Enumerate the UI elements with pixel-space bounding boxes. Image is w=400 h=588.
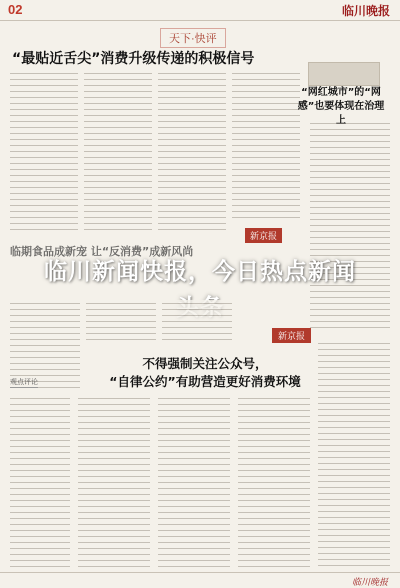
footer-masthead: 临川晚报: [351, 578, 388, 588]
page-header-bar: [0, 0, 400, 21]
text-column: [238, 395, 310, 567]
top-headline: “最贴近舌尖”消费升级传递的积极信号: [12, 51, 255, 67]
mid-headline: 临期食品成新宠 让“反消费”成新风尚: [10, 245, 194, 258]
bottom-headline: [90, 355, 320, 391]
text-column: [10, 70, 78, 230]
page-number: 02: [8, 2, 23, 17]
text-column: [84, 70, 152, 230]
section-tag: 天下·快评: [160, 28, 226, 48]
overlay-title: 临川新闻快报，今日热点新闻: [44, 259, 356, 285]
text-column: [318, 340, 390, 567]
commentary-stamp: 新京报: [245, 228, 282, 243]
bottom-headline-line2: “自律公约”有助营造更好消费环境: [109, 374, 301, 389]
text-column: [158, 70, 226, 230]
footer-rule: [0, 572, 400, 573]
masthead: 临川晚报: [341, 4, 390, 18]
bottom-headline-line1: 不得强制关注公众号，: [142, 356, 268, 371]
column-label: 观点评论: [10, 379, 38, 386]
text-column: [162, 300, 232, 345]
text-column: [10, 395, 70, 567]
side-photo: [308, 62, 380, 86]
text-column: [78, 395, 150, 567]
text-column: [158, 395, 230, 567]
source-tag: 新京报: [272, 328, 311, 343]
side-headline: “网红城市”的“网感”也要体现在治理上: [297, 87, 385, 126]
text-column: [232, 70, 300, 220]
text-column: [86, 300, 156, 345]
